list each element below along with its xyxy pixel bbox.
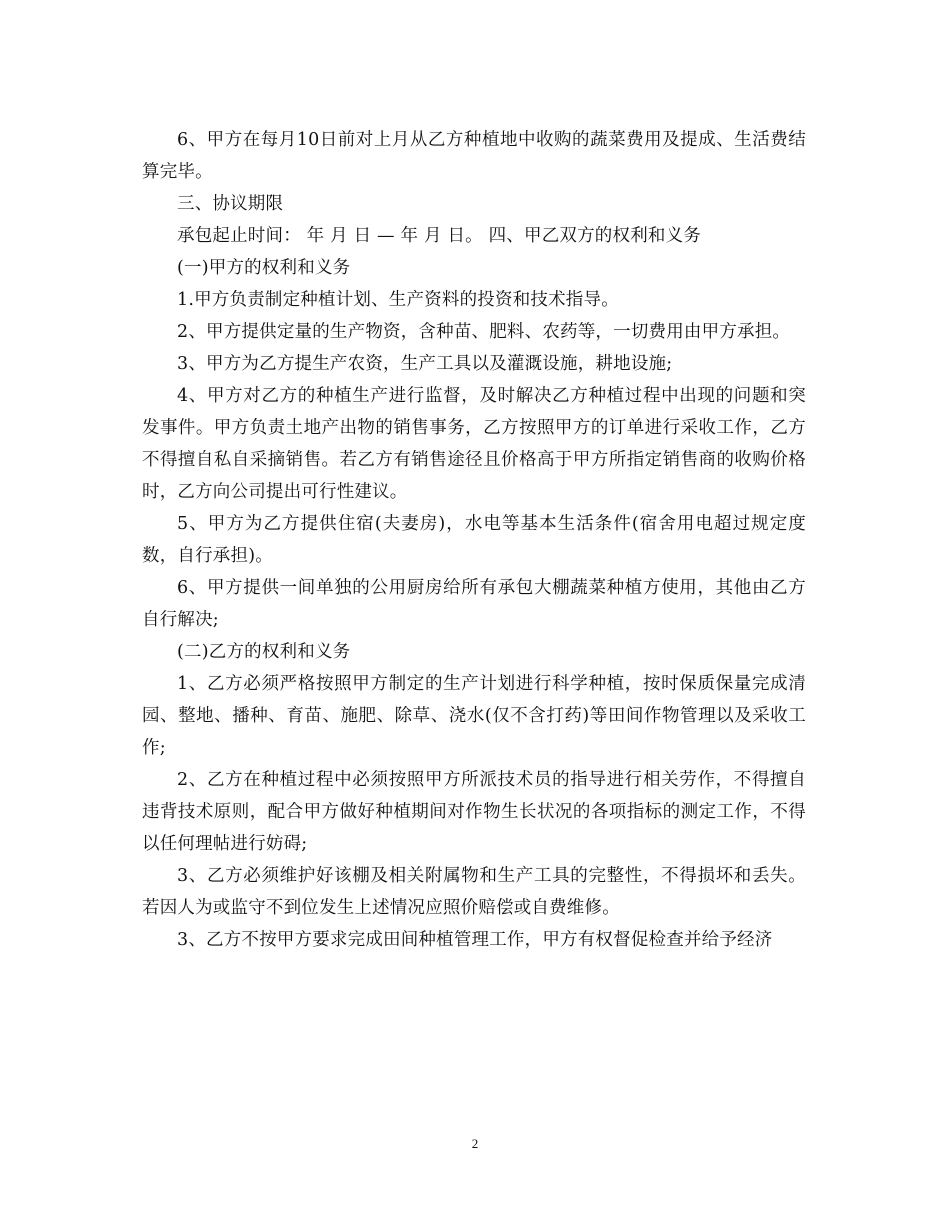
section-heading-agreement-term: 三、协议期限 bbox=[177, 194, 284, 214]
paragraph-party-b-item-3a: 3、乙方必须维护好该棚及相关附属物和生产工具的完整性，不得损坏和丢失。若因人为或监守不到位发生上述情况应照价赔偿或自费维修。 bbox=[142, 866, 806, 918]
paragraph-party-a-item-4: 4、甲方对乙方的种植生产进行监督，及时解决乙方种植过程中出现的问题和突发事件。甲方负责土地产出物的销售事务，乙方按照甲方的订单进行采收工作，乙方不得擅自私自采摘销售。若乙方有销售途径且价格高于甲方所指定销售商的收购价格时，乙方向公司提出可行性建议。 bbox=[142, 386, 806, 502]
paragraph-party-a-item-2: 2、甲方提供定量的生产物资，含种苗、肥料、农药等，一切费用由甲方承担。 bbox=[177, 322, 791, 342]
paragraph-party-a-item-6: 6、甲方提供一间单独的公用厨房给所有承包大棚蔬菜种植方使用，其他由乙方自行解决; bbox=[142, 578, 806, 630]
paragraph-party-a-item-3: 3、甲方为乙方提生产农资，生产工具以及灌溉设施，耕地设施; bbox=[177, 354, 673, 374]
paragraph-party-a-item-5: 5、甲方为乙方提供住宿(夫妻房)，水电等基本生活条件(宿舍用电超过规定度数，自行承担)。 bbox=[142, 514, 806, 566]
paragraph-party-a-item-1: 1.甲方负责制定种植计划、生产资料的投资和技术指导。 bbox=[177, 290, 619, 310]
page-number: 2 bbox=[471, 1136, 479, 1151]
paragraph-item-6-settlement: 6、甲方在每月10日前对上月从乙方种植地中收购的蔬菜费用及提成、生活费结算完毕。 bbox=[142, 130, 806, 182]
subsection-heading-party-a: (一)甲方的权利和义务 bbox=[177, 258, 351, 278]
paragraph-party-b-item-3b: 3、乙方不按甲方要求完成田间种植管理工作，甲方有权督促检查并给予经济 bbox=[177, 930, 773, 950]
subsection-heading-party-b: (二)乙方的权利和义务 bbox=[177, 642, 351, 662]
document-body bbox=[142, 124, 806, 956]
paragraph-party-b-item-1: 1、乙方必须严格按照甲方制定的生产计划进行科学种植，按时保质保量完成清园、整地、播种、育苗、施肥、除草、浇水(仅不含打药)等田间作物管理以及采收工作; bbox=[142, 674, 806, 758]
paragraph-party-b-item-2: 2、乙方在种植过程中必须按照甲方所派技术员的指导进行相关劳作，不得擅自违背技术原则，配合甲方做好种植期间对作物生长状况的各项指标的测定工作，不得以任何理帖进行妨碍; bbox=[142, 770, 806, 854]
paragraph-contract-period: 承包起止时间： 年 月 日 — 年 月 日。 四、甲乙双方的权利和义务 bbox=[177, 226, 701, 246]
